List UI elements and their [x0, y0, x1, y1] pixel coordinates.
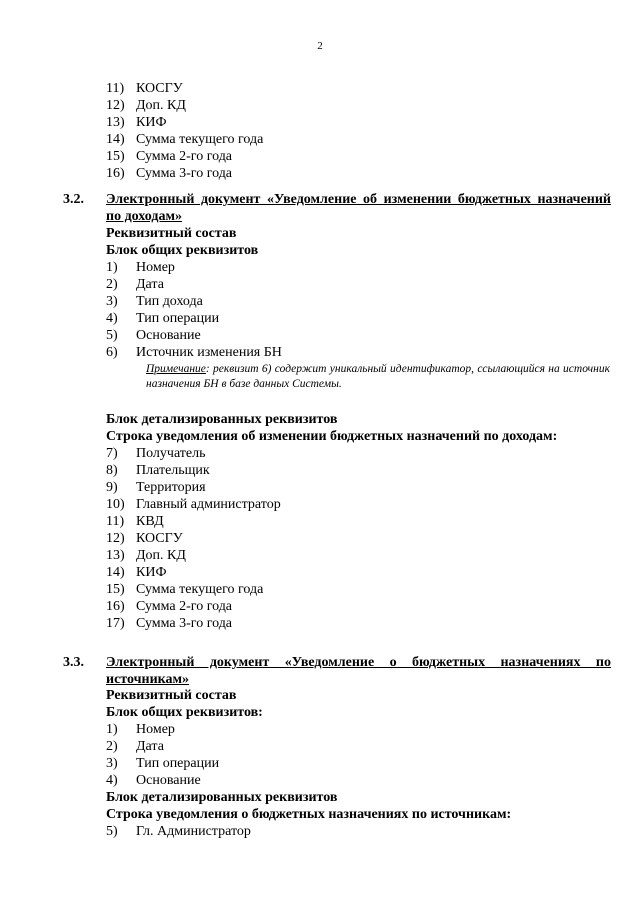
composition-heading: Реквизитный состав [106, 226, 237, 241]
section-title: Электронный документ «Уведомление об изменении бюджетных назначений по доходам» [106, 192, 611, 224]
list-item: 11) КВД [106, 514, 164, 529]
list-item: 1) Номер [106, 260, 175, 275]
detail-block-heading: Блок детализированных реквизитов [106, 412, 338, 427]
list-item: 14) КИФ [106, 565, 167, 580]
list-item: 12) Доп. КД [106, 98, 186, 113]
row-heading: Строка уведомления об изменении бюджетных назначений по доходам: [106, 429, 558, 444]
note-label: Примечание [146, 363, 206, 375]
list-item: 9) Территория [106, 480, 206, 495]
list-item: 15) Сумма 2-го года [106, 149, 233, 164]
page-number: 2 [317, 40, 323, 52]
list-item: 4) Тип операции [106, 311, 220, 326]
note-text: : реквизит 6) содержит уникальный идентификатор, ссылающийся на источник назначения БН в базе данных Системы. [146, 363, 610, 390]
list-item: 3) Тип дохода [106, 294, 203, 309]
list-item: 11) КОСГУ [106, 81, 183, 96]
list-item: 7) Получатель [106, 446, 206, 461]
detail-block-heading: Блок детализированных реквизитов [106, 790, 338, 805]
list-item: 1) Номер [106, 722, 175, 737]
section-3-3-body [106, 687, 611, 840]
list-item: 15) Сумма текущего года [106, 582, 264, 597]
section-number: 3.2. [63, 192, 84, 207]
list-item: 12) КОСГУ [106, 531, 183, 546]
list-item: 16) Сумма 3-го года [106, 166, 233, 181]
note [146, 362, 610, 392]
list-item: 17) Сумма 3-го года [106, 616, 233, 631]
row-heading: Строка уведомления о бюджетных назначениях по источникам: [106, 807, 512, 822]
section-3-2-detail [106, 411, 611, 632]
list-item: 16) Сумма 2-го года [106, 599, 233, 614]
top-list [106, 80, 611, 182]
list-item: 5) Основание [106, 328, 201, 343]
composition-heading: Реквизитный состав [106, 688, 237, 703]
list-item: 14) Сумма текущего года [106, 132, 264, 147]
list-item: 3) Тип операции [106, 756, 220, 771]
list-item: 13) Доп. КД [106, 548, 186, 563]
section-3-2-common [106, 225, 611, 361]
list-item: 10) Главный администратор [106, 497, 281, 512]
list-item: 5) Гл. Администратор [106, 824, 251, 839]
section-number: 3.3. [63, 655, 84, 670]
list-item: 4) Основание [106, 773, 201, 788]
list-item: 2) Дата [106, 739, 164, 754]
common-block-heading: Блок общих реквизитов [106, 243, 259, 258]
common-block-heading: Блок общих реквизитов: [106, 705, 263, 720]
list-item: 8) Плательщик [106, 463, 210, 478]
list-item: 13) КИФ [106, 115, 167, 130]
list-item: 2) Дата [106, 277, 164, 292]
section-title: Электронный документ «Уведомление о бюджетных назначениях по источникам» [106, 655, 611, 687]
list-item: 6) Источник изменения БН [106, 345, 282, 360]
